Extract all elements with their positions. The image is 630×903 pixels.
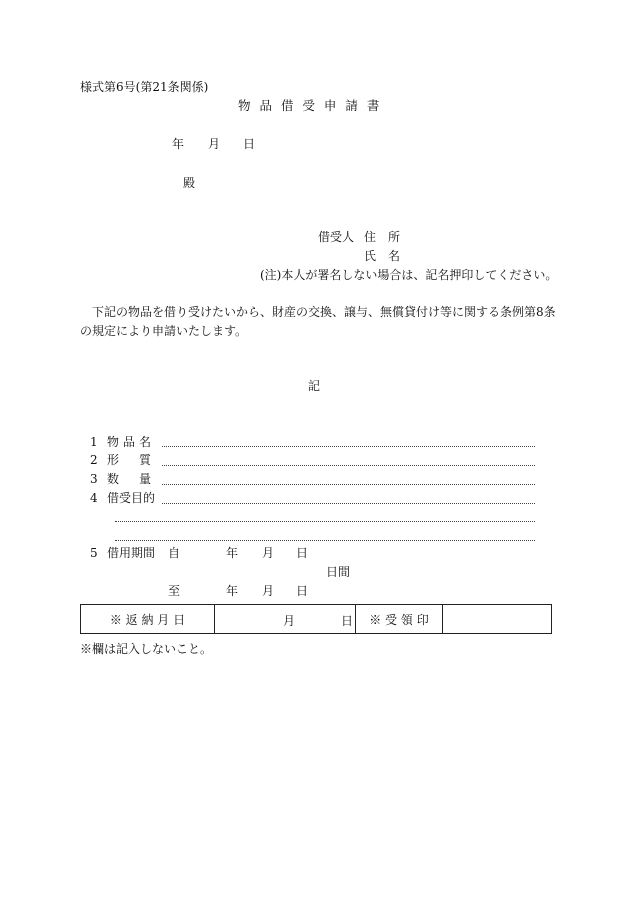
period-from-label: 自: [168, 546, 181, 560]
ki-heading: 記: [308, 379, 321, 393]
period-from-year: 年: [226, 546, 239, 560]
period-to-label: 至: [168, 584, 181, 598]
item-label-article-name: 物品名: [107, 435, 156, 449]
return-date-cell[interactable]: [215, 605, 356, 634]
quality-fill-line[interactable]: [162, 465, 535, 466]
seal-label: ※ 受 領 印: [356, 605, 443, 634]
address-label: 住 所: [364, 230, 401, 244]
item-number: 2: [90, 453, 98, 467]
purpose-fill-line[interactable]: [115, 521, 535, 522]
period-days-label: 日間: [326, 565, 351, 579]
date-month-label: 月: [208, 137, 221, 151]
purpose-fill-line[interactable]: [115, 540, 535, 541]
item-label-purpose: 借受目的: [107, 491, 156, 505]
period-label: 借用期間: [107, 546, 156, 560]
item-label-quality: 形 質: [107, 453, 156, 467]
article-name-fill-line[interactable]: [162, 446, 535, 447]
period-to-year: 年: [226, 584, 239, 598]
item-number: 4: [90, 491, 98, 505]
date-day-label: 日: [243, 137, 256, 151]
item-number: 5: [90, 546, 98, 560]
item-label-quantity: 数 量: [107, 472, 156, 486]
period-to-month: 月: [262, 584, 275, 598]
borrower-label: 借受人: [318, 230, 355, 244]
name-label: 氏 名: [364, 249, 401, 263]
period-from-month: 月: [262, 546, 275, 560]
receipt-table: [80, 604, 552, 634]
seal-cell[interactable]: [443, 605, 552, 634]
period-to-day: 日: [296, 584, 309, 598]
item-number: 1: [90, 435, 98, 449]
body-text-line2: の規定により申請いたします。: [80, 324, 248, 338]
item-number: 3: [90, 472, 98, 486]
purpose-fill-line[interactable]: [162, 503, 535, 504]
page-title: 物 品 借 受 申 請 書: [238, 98, 380, 113]
addressee-suffix: 殿: [183, 176, 196, 190]
form-number: 様式第6号(第21条関係): [80, 80, 209, 94]
period-from-day: 日: [296, 546, 309, 560]
date-year-label: 年: [172, 137, 185, 151]
return-date-label: ※ 返 納 月 日: [81, 605, 215, 634]
footnote: ※欄は記入しないこと。: [80, 642, 213, 656]
return-month-label: 月: [283, 614, 296, 628]
body-text-line1: 下記の物品を借り受けたいから、財産の交換、譲与、無償貸付け等に関する条例第8条: [92, 305, 556, 319]
return-day-label: 日: [341, 614, 354, 628]
signature-note: (注)本人が署名しない場合は、記名押印してください。: [260, 268, 558, 282]
quantity-fill-line[interactable]: [162, 484, 535, 485]
